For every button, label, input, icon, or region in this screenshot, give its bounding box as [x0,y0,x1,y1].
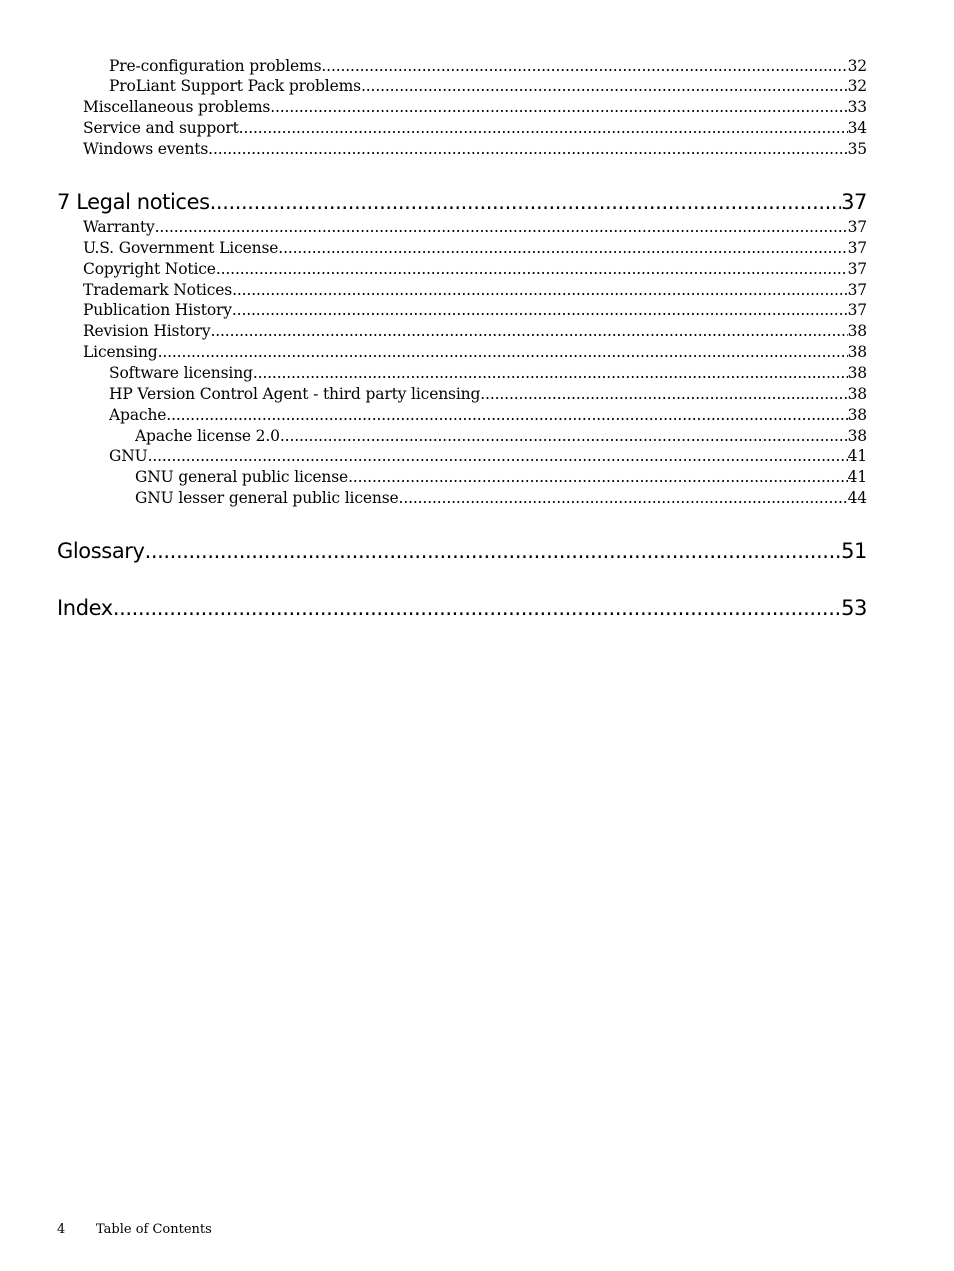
toc-entry-warranty[interactable] [83,217,867,237]
footer-page-number: 4 [57,1222,66,1237]
toc-entry-hp-vca-third-party-licensing[interactable] [109,384,867,404]
toc-entry-page: 32 [847,57,867,75]
dot-leader [348,467,848,487]
toc-entry-service-and-support[interactable] [83,118,867,138]
toc-entry-page: 38 [847,364,867,382]
toc-entry-page: 37 [847,281,867,299]
dot-leader [155,217,848,237]
toc-entry-page: 44 [847,489,867,507]
dot-leader [148,446,848,466]
toc-entry-page: 38 [847,406,867,424]
toc-entry-proliant-support-pack-problems[interactable] [109,76,867,96]
toc-entry-gnu[interactable] [109,446,867,466]
toc-entry-page: 33 [847,98,867,116]
toc-entry-title: Windows events [83,140,209,158]
toc-entry-title: Warranty [83,218,155,236]
toc-entry-title: Pre-configuration problems [109,57,322,75]
dot-leader [166,405,847,425]
toc-entry-trademark-notices[interactable] [83,280,867,300]
toc-entry-title: HP Version Control Agent - third party licensing [109,385,481,403]
toc-entry-page: 38 [847,322,867,340]
toc-chapter-legal-notices[interactable] [57,188,867,216]
toc-entry-title: Software licensing [109,364,253,382]
toc-entry-page: 32 [847,77,867,95]
toc-entry-publication-history[interactable] [83,300,867,320]
dot-leader [158,342,848,362]
toc-entry-title: GNU general public license [135,468,349,486]
toc-chapter-title: Index [57,596,113,620]
dot-leader [232,280,847,300]
dot-leader [232,300,848,320]
toc-entry-title: Miscellaneous problems [83,98,271,116]
dot-leader [270,97,847,117]
toc-entry-title: GNU lesser general public license [135,489,399,507]
toc-entry-page: 37 [847,239,867,257]
toc-entry-windows-events[interactable] [83,139,867,159]
toc-chapter-title: 7 Legal notices [57,190,210,214]
toc-chapter-page: 37 [841,190,867,214]
dot-leader [208,139,847,159]
toc-entry-page: 38 [847,385,867,403]
toc-entry-page: 37 [847,301,867,319]
toc-entry-page: 38 [847,427,867,445]
dot-leader [480,384,847,404]
dot-leader [253,363,848,383]
toc-entry-title: Service and support [83,119,239,137]
dot-leader [399,488,848,508]
toc-chapter-glossary[interactable] [57,537,867,565]
dot-leader [361,76,848,96]
toc-chapter-page: 53 [841,596,867,620]
toc-entry-page: 35 [847,140,867,158]
toc-chapter-title: Glossary [57,539,145,563]
toc-entry-page: 37 [847,218,867,236]
toc-entry-title: Apache license 2.0 [135,427,280,445]
toc-entry-title: GNU [109,447,148,465]
toc-chapter-page: 51 [841,539,867,563]
toc-entry-title: ProLiant Support Pack problems [109,77,361,95]
toc-entry-software-licensing[interactable] [109,363,867,383]
toc-entry-apache-license-2[interactable] [135,426,867,446]
dot-leader [278,238,847,258]
toc-entry-page: 34 [847,119,867,137]
toc-entry-apache[interactable] [109,405,867,425]
toc-entry-title: Publication History [83,301,232,319]
toc-entry-gnu-lgpl[interactable] [135,488,867,508]
toc-entry-copyright-notice[interactable] [83,259,867,279]
page-footer [57,1221,212,1239]
toc-entry-title: U.S. Government License [83,239,279,257]
dot-leader [216,259,848,279]
dot-leader [239,118,848,138]
toc-entry-licensing[interactable] [83,342,867,362]
dot-leader [113,594,841,622]
dot-leader [321,56,847,76]
toc-entry-title: Revision History [83,322,211,340]
toc-entry-pre-configuration-problems[interactable] [109,56,867,76]
toc-entry-page: 37 [847,260,867,278]
toc-entry-title: Licensing [83,343,158,361]
toc-entry-page: 41 [847,468,867,486]
toc-entry-page: 41 [847,447,867,465]
toc-entry-gnu-gpl[interactable] [135,467,867,487]
toc-entry-miscellaneous-problems[interactable] [83,97,867,117]
toc-entry-us-government-license[interactable] [83,238,867,258]
toc-entry-title: Apache [109,406,167,424]
toc-entry-title: Trademark Notices [83,281,233,299]
toc-chapter-index[interactable] [57,594,867,622]
dot-leader [280,426,848,446]
toc-entry-page: 38 [847,343,867,361]
dot-leader [210,321,847,341]
toc-entry-title: Copyright Notice [83,260,216,278]
toc-entry-revision-history[interactable] [83,321,867,341]
dot-leader [210,188,841,216]
dot-leader [145,537,842,565]
footer-section-title: Table of Contents [96,1222,212,1237]
